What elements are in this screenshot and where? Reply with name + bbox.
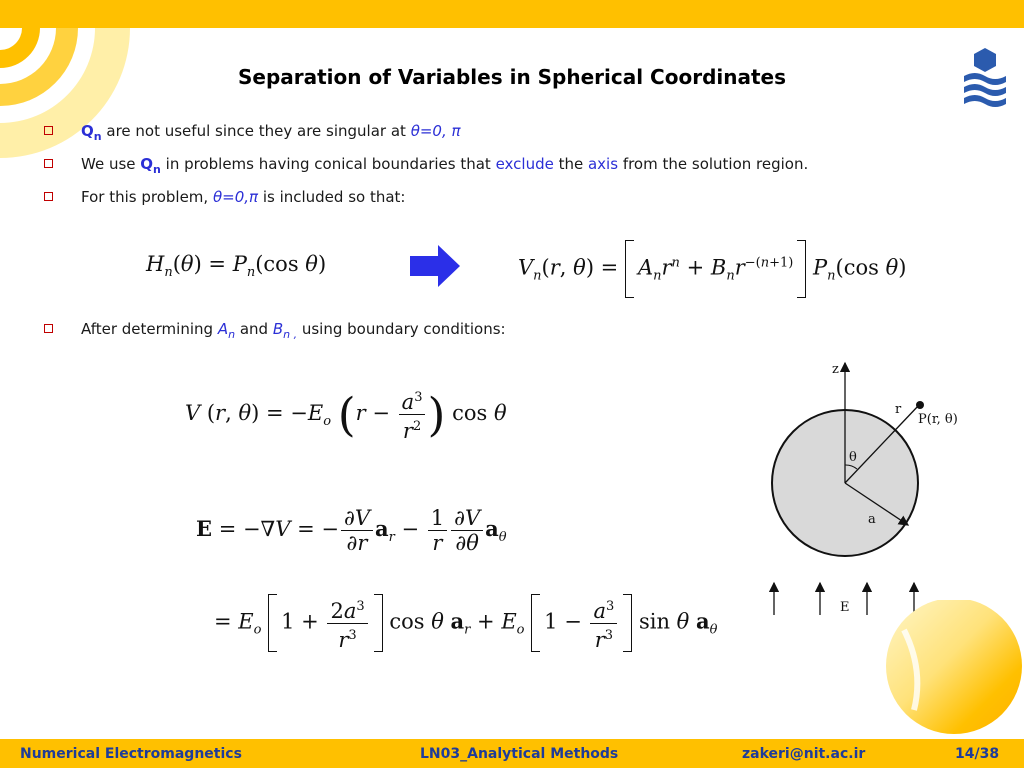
equation-vn: $V_n(r$, $\theta) = A_nr^n + B_nr^{-(n+1)}$ $P_n(\cos$ θ) bbox=[518, 240, 906, 298]
top-bar bbox=[0, 0, 1024, 28]
bullet-marker-icon bbox=[44, 324, 53, 333]
slide-title: Separation of Variables in Spherical Coordinates bbox=[237, 65, 787, 89]
axis-word: axis bbox=[587, 155, 619, 173]
q-symbol: Q bbox=[81, 122, 94, 140]
bullet-text bbox=[81, 320, 506, 341]
a-symbol: A bbox=[217, 320, 229, 338]
bullet-4-pre: After determining bbox=[81, 320, 218, 338]
bullet-4-post: using boundary conditions: bbox=[297, 320, 506, 338]
point-label: P(r, θ) bbox=[918, 412, 958, 427]
b-subscript: n , bbox=[283, 328, 298, 341]
page-number: 14/38 bbox=[955, 746, 1000, 762]
theta-label: θ bbox=[849, 450, 857, 465]
footer-course: Numerical Electromagnetics bbox=[20, 746, 242, 762]
bullet-marker-icon bbox=[44, 126, 53, 135]
and-word: and bbox=[235, 320, 273, 338]
theta-values: θ=0, π bbox=[410, 122, 461, 140]
bullet-2-mid: in problems having conical boundaries that bbox=[160, 155, 496, 173]
r-label: r bbox=[895, 402, 902, 417]
right-arrow-icon bbox=[410, 245, 460, 287]
field-label: E bbox=[840, 600, 850, 615]
equation-field: E = −∇V = − $\frac{\partial V}{\partial r}$ $a_r$ − $\frac{1}{r}$ $\frac{\partial V}{\partial\theta}$ $a_\theta$ bbox=[196, 506, 507, 555]
footer-lecture: LN03_Analytical Methods bbox=[420, 746, 619, 762]
a-subscript: n bbox=[228, 328, 236, 341]
bullet-3-post: is included so that: bbox=[258, 188, 406, 206]
bullet-marker-icon bbox=[44, 192, 53, 201]
bullet-2-post: from the solution region. bbox=[618, 155, 809, 173]
bullet-text bbox=[81, 188, 405, 206]
bullet-marker-icon bbox=[44, 159, 53, 168]
equation-hn: $H_n(\theta) = P_n(\cos$ θ) bbox=[146, 252, 327, 281]
q-subscript: n bbox=[93, 130, 102, 143]
bullet-3-pre: For this problem, bbox=[81, 188, 213, 206]
equation-field-result: = $E_o$ 1 + $\frac{2a^3}{r^3}$ cos θ $a_r + E_o$ 1 − $\frac{a^3}{r^3}$ sin θ $a_\theta$ bbox=[214, 594, 717, 652]
footer-email: zakeri@nit.ac.ir bbox=[742, 746, 866, 762]
z-label: z bbox=[832, 362, 839, 377]
bullet-1-text: are not useful since they are singular at bbox=[101, 122, 411, 140]
exclude-word: exclude bbox=[495, 155, 554, 173]
q-symbol: Q bbox=[140, 155, 154, 173]
point-p bbox=[916, 401, 924, 409]
the-word: the bbox=[553, 155, 588, 173]
sphere-diagram bbox=[760, 355, 970, 620]
bullet-text bbox=[81, 155, 808, 176]
q-subscript: n bbox=[153, 163, 161, 176]
b-symbol: B bbox=[272, 320, 284, 338]
bullet-text bbox=[81, 122, 461, 143]
bullet-2-pre: We use bbox=[81, 155, 141, 173]
decorative-disc bbox=[884, 600, 1024, 739]
equation-potential: V (r, $\theta) = -E_o$ (r − $\frac{a^3}{r^2}$ ) cos θ bbox=[185, 387, 507, 443]
theta-values: θ=0,π bbox=[212, 188, 259, 206]
a-label: a bbox=[868, 512, 876, 527]
